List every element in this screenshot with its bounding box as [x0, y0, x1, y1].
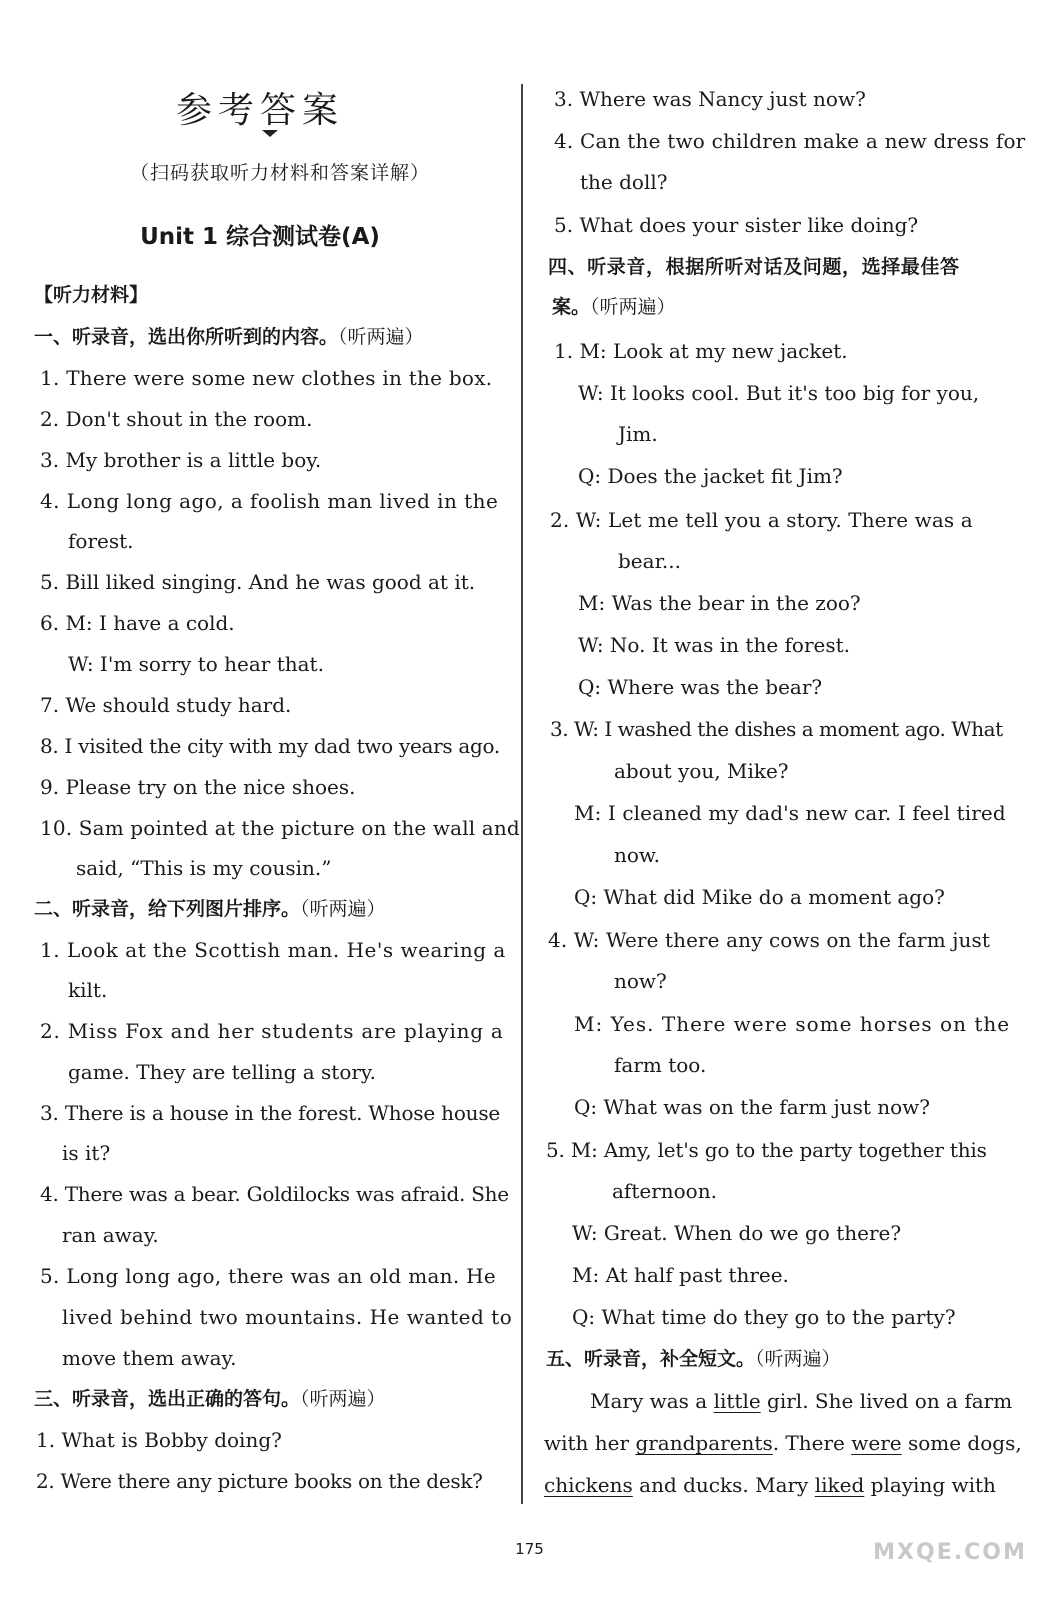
text-line: 10. Sam pointed at the picture on the wall and: [40, 816, 520, 840]
text-line: 3. W: I washed the dishes a moment ago. What: [550, 717, 1003, 741]
text-line: 1. What is Bobby doing?: [36, 1428, 282, 1452]
text-line: 3. Where was Nancy just now?: [554, 87, 866, 111]
text-line: lived behind two mountains. He wanted to: [62, 1305, 513, 1329]
passage-line: chickens and ducks. Mary liked playing with: [544, 1473, 996, 1497]
passage-line: Mary was a little girl. She lived on a farm: [590, 1389, 1013, 1413]
watermark: MXQE.COM: [873, 1540, 1027, 1565]
answer-blank: liked: [814, 1473, 865, 1497]
text-line: 9. Please try on the nice shoes.: [40, 775, 356, 799]
text-line: 6. M: I have a cold.: [40, 611, 235, 635]
text-line: W: No. It was in the forest.: [578, 633, 851, 657]
text-line: W: Great. When do we go there?: [572, 1221, 902, 1245]
text-line: 2. Don't shout in the room.: [40, 407, 313, 431]
text-line: 4. Can the two children make a new dress for: [554, 129, 1026, 153]
text-line: 3. My brother is a little boy.: [40, 448, 322, 472]
text-line: game. They are telling a story.: [68, 1060, 376, 1084]
text-line: Q: Does the jacket fit Jim?: [578, 464, 843, 488]
text-line: the doll?: [580, 170, 668, 194]
text-line: 3. There is a house in the forest. Whose house: [40, 1101, 501, 1125]
text-line: W: It looks cool. But it's too big for you,: [578, 381, 980, 405]
answer-blank: chickens: [544, 1473, 633, 1497]
text-line: move them away.: [62, 1346, 237, 1370]
section-heading: 【听力材料】: [34, 284, 149, 306]
passage-line: with her grandparents. There were some dogs,: [544, 1431, 1022, 1455]
section-heading: 二、听录音，给下列图片排序。（听两遍）: [34, 898, 386, 920]
text-line: M: I cleaned my dad's new car. I feel tired: [574, 801, 1006, 825]
text-line: now.: [614, 843, 661, 867]
answer-blank: were: [851, 1431, 902, 1455]
page-subtitle: （扫码获取听力材料和答案详解）: [129, 162, 430, 184]
section-heading: 四、听录音，根据所听对话及问题，选择最佳答: [548, 256, 960, 278]
text-line: 1. Look at the Scottish man. He's wearing a: [40, 938, 506, 962]
text-line: 1. There were some new clothes in the box.: [40, 366, 493, 390]
text-line: is it?: [62, 1141, 111, 1165]
column-divider: [521, 84, 523, 1504]
text-line: 4. W: Were there any cows on the farm just: [548, 928, 991, 952]
text-line: afternoon.: [612, 1179, 717, 1203]
section-heading: 三、听录音，选出正确的答句。（听两遍）: [34, 1388, 386, 1410]
text-line: 4. Long long ago, a foolish man lived in the: [40, 489, 499, 513]
text-line: farm too.: [614, 1053, 707, 1077]
section-heading: 一、听录音，选出你所听到的内容。（听两遍）: [34, 326, 424, 348]
text-line: Jim.: [618, 422, 658, 446]
text-line: 4. There was a bear. Goldilocks was afraid. She: [40, 1182, 509, 1206]
text-line: 5. Long long ago, there was an old man. He: [40, 1264, 497, 1288]
text-line: Q: What was on the farm just now?: [574, 1095, 931, 1119]
text-line: 5. What does your sister like doing?: [554, 213, 919, 237]
text-line: Q: What did Mike do a moment ago?: [574, 885, 945, 909]
text-line: 2. Were there any picture books on the desk?: [36, 1469, 483, 1493]
section-heading: 案。（听两遍）: [552, 296, 676, 318]
text-line: 5. Bill liked singing. And he was good at it.: [40, 570, 476, 594]
text-line: Q: Where was the bear?: [578, 675, 823, 699]
text-line: M: Was the bear in the zoo?: [578, 591, 861, 615]
page-number: 175: [515, 1540, 544, 1558]
text-line: kilt.: [68, 978, 108, 1002]
text-line: M: At half past three.: [572, 1263, 789, 1287]
page-title: 参考答案: [175, 90, 344, 131]
section-heading: 五、听录音，补全短文。（听两遍）: [546, 1348, 841, 1370]
text-line: 5. M: Amy, let's go to the party together this: [546, 1138, 987, 1162]
text-line: M: Yes. There were some horses on the: [574, 1012, 1011, 1036]
text-line: 8. I visited the city with my dad two years ago.: [40, 734, 500, 758]
answer-blank: little: [713, 1389, 761, 1413]
text-line: bear...: [618, 549, 681, 573]
text-line: W: I'm sorry to hear that.: [68, 652, 324, 676]
answer-blank: grandparents: [635, 1431, 773, 1455]
text-line: 7. We should study hard.: [40, 693, 292, 717]
text-line: said, “This is my cousin.”: [76, 856, 332, 880]
test-title: Unit 1 综合测试卷(A): [140, 224, 380, 250]
text-line: about you, Mike?: [614, 759, 789, 783]
title-mark: [262, 130, 278, 137]
text-line: now?: [614, 969, 667, 993]
text-line: 1. M: Look at my new jacket.: [554, 339, 848, 363]
text-line: Q: What time do they go to the party?: [572, 1305, 956, 1329]
text-line: ran away.: [62, 1223, 159, 1247]
text-line: 2. Miss Fox and her students are playing a: [40, 1019, 504, 1043]
text-line: forest.: [68, 529, 134, 553]
text-line: 2. W: Let me tell you a story. There was a: [550, 508, 973, 532]
